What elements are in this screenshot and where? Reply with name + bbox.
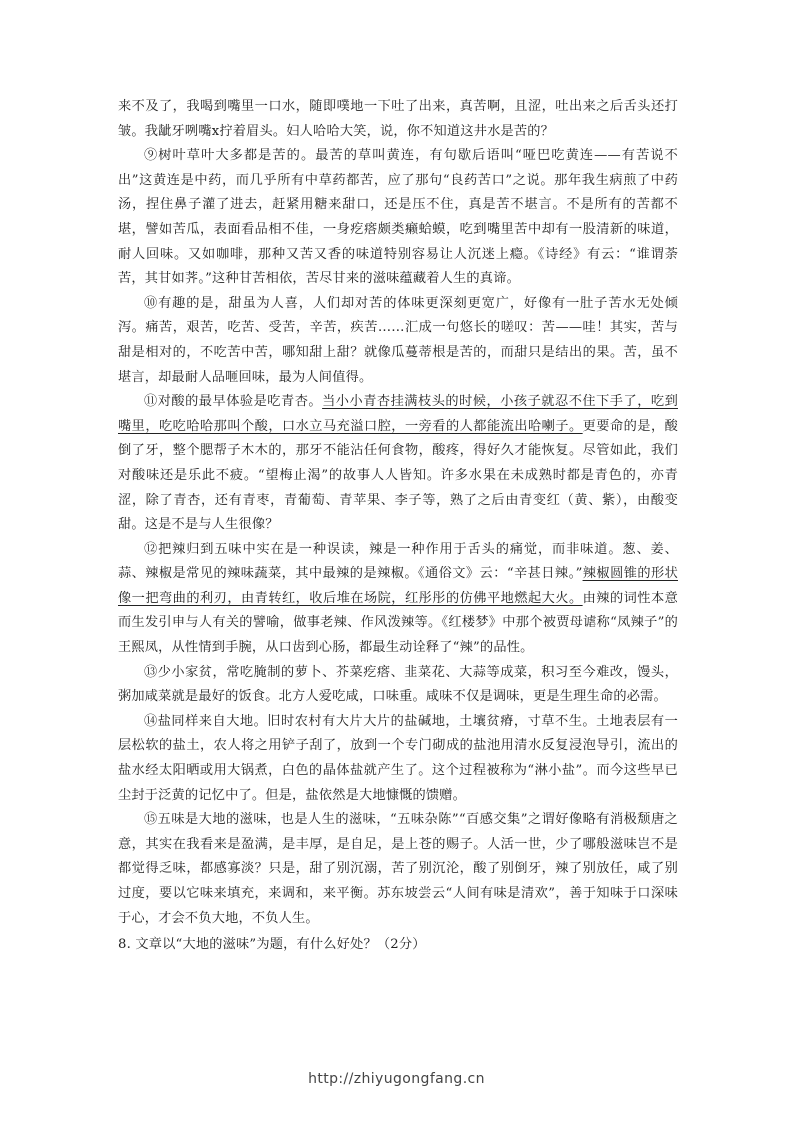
text-segment: 更要命的是，酸倒了牙，整个腮帮子木木的，那牙不能沾任何食物，酸疼，得好久才能恢复。尽管如此，我们对酸味还是乐此不疲。“望梅止渴”的故事人人皆知。许多水果在未成熟时都是青色的，亦青涩，除了青杏，还有青枣，青葡萄、青苹果、李子等，熟了之后由青变红（黄、紫），由酸变甜。这是不是与人生很像？	[118, 418, 679, 533]
paragraph	[118, 808, 678, 931]
underlined-sentence: 辣椒圆锥的形状像一把弯曲的利刃，由青转红，收后堆在场院，红彤彤的仿佛平地燃起大火。	[118, 566, 678, 606]
text-segment: ⑭盐同样来自大地。旧时农村有大片大片的盐碱地，土壤贫瘠，寸草不生。土地表层有一层松软的盐土，农人将之用铲子刮了，放到一个专门砌成的盐池用清水反复浸泡导引，流出的盐水经太阳晒或用大锅煮，白色的晶体盐就产生了。这个过程被称为“淋小盐”。而今这些早已尘封于泛黄的记忆中了。但是，盐依然是大地慷慨的馈赠。	[118, 713, 678, 803]
footer-url: http://zhiyugongfang.cn	[308, 1071, 485, 1087]
text-segment: 由辣的词性本意而生发引申与人有关的譬喻，做事老辣、作风泼辣等。《红楼梦》中那个被贾母谑称“凤辣子”的王熙凤，从性情到手腕，从口齿到心肠，都最生动诠释了“辣”的品性。	[118, 590, 679, 656]
paragraph	[118, 538, 678, 661]
paragraph	[118, 95, 678, 144]
text-segment: ⑨树叶草叶大多都是苦的。最苦的草叫黄连，有句歇后语叫“哑巴吃黄连——有苦说不出”这黄连是中药，而几乎所有中草药都苦，应了那句“良药苦口”之说。那年我生病煎了中药汤，捏住鼻子灌了进去，赶紧用糖来甜口，还是压不住，真是苦不堪言。不是所有的苦都不堪，譬如苦瓜，表面看品相不佳，一身疙瘩颇类癞蛤蟆，吃到嘴里苦中却有一股清新的味道，耐人回味。又如咖啡，那种又苦又香的味道特别容易让人沉迷上瘾。《诗经》有云：“谁谓荼苦，其甘如荠。”这种甘苦相依，苦尽甘来的滋味蕴藏着人生的真谛。	[118, 148, 678, 287]
paragraph	[118, 292, 678, 390]
paragraph	[118, 661, 678, 710]
document-body	[118, 95, 678, 958]
text-segment: ⑩有趣的是，甜虽为人喜，人们却对苦的体味更深刻更宽广，好像有一肚子苦水无处倾泻。痛苦，艰苦，吃苦、受苦，辛苦，疾苦……汇成一句悠长的嗟叹：苦——哇！其实，苦与甜是相对的，不吃苦中苦，哪知甜上甜？就像瓜蔓蒂根是苦的，而甜只是结出的果。苦，虽不堪言，却最耐人品咂回味，最为人间值得。	[118, 295, 678, 385]
underlined-sentence: 当小小青杏挂满枝头的时候，小孩子就忍不住下手了，吃到嘴里，吃吃哈哈那叫个酸，口水立马充溢口腔，一旁看的人都能流出哈喇子。	[118, 394, 678, 434]
text-segment: ⑪对酸的最早体验是吃青杏。	[144, 394, 323, 410]
text-segment: ⑫把辣归到五味中实在是一种误读，辣是一种作用于舌头的痛觉，而非味道。葱、姜、蒜、辣椒是常见的辣味蔬菜，其中最辣的是辣椒。《通俗文》云：“辛甚日辣。”	[118, 541, 678, 582]
text-segment: ⑮五味是大地的滋味，也是人生的滋味，“五味杂陈”“百感交集”之谓好像略有消极颓唐之意，其实在我看来是盈满，是丰厚，是自足，是上苍的赐子。人活一世，少了哪般滋味岂不是都觉得乏味，都感寡淡？只是，甜了别沉溺，苦了别沉沦，酸了别倒牙，辣了别放任，咸了别过度，要以它味来填充，来调和，来平衡。苏东坡尝云“人间有味是清欢”，善于知味于口深味于心，才会不负大地，不负人生。	[118, 812, 678, 926]
text-segment: 来不及了，我喝到嘴里一口水，随即噗地一下吐了出来，真苦啊，且涩，吐出来之后舌头还打皱。我龇牙咧嘴x拧着眉头。妇人哈哈大笑，说，你不知道这井水是苦的？	[118, 99, 678, 139]
text-segment: ⑬少小家贫，常吃腌制的萝卜、芥菜疙瘩、韭菜花、大蒜等成菜，积习至今难改，馒头，粥加咸菜就是最好的饭食。北方人爱吃咸，口味重。咸味不仅是调味，更是生理生命的必需。	[118, 664, 678, 705]
paragraph	[118, 710, 678, 808]
paragraph	[118, 390, 678, 538]
paragraph	[118, 144, 678, 292]
question-8: 8. 文章以“大地的滋味”为题，有什么好处？（2分）	[118, 937, 426, 953]
